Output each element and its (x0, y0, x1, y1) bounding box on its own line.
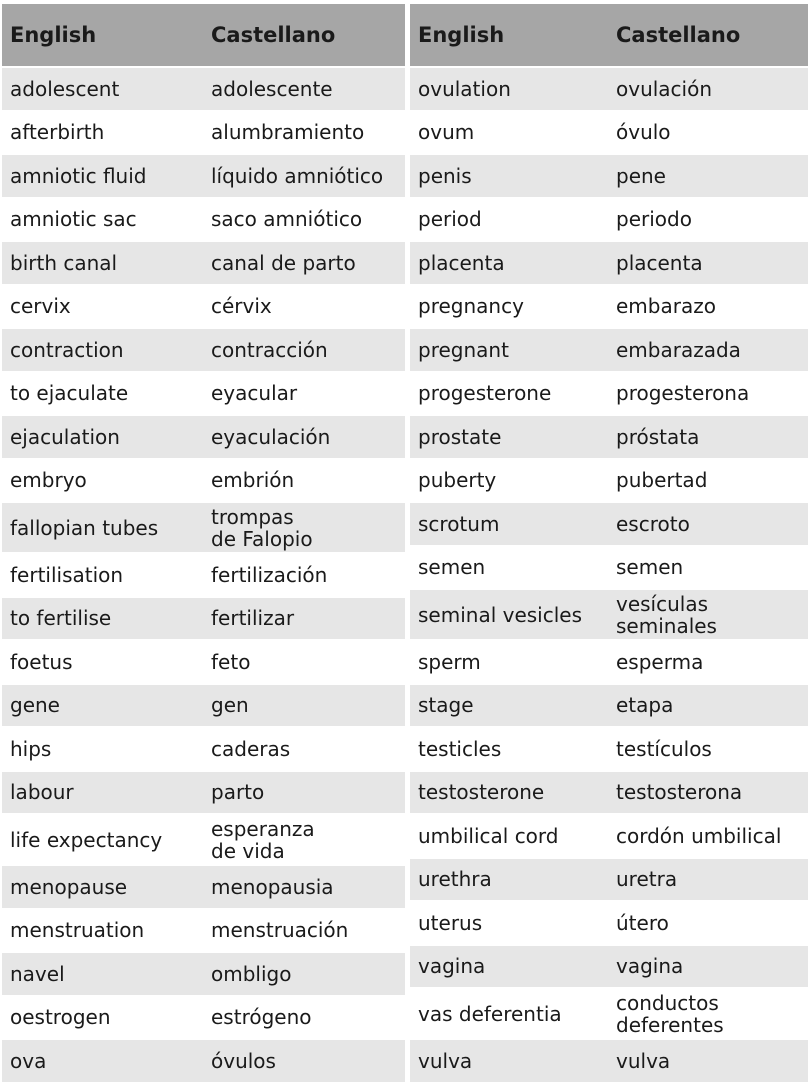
english-term: to fertilise (10, 606, 112, 631)
castellano-term: pene (616, 163, 666, 188)
castellano-term: esperanza de vida (211, 816, 315, 863)
table-row (410, 859, 808, 901)
english-term: uterus (418, 910, 483, 935)
castellano-term: etapa (616, 693, 674, 718)
english-term: ovum (418, 120, 475, 145)
english-term: menstruation (10, 918, 145, 943)
table-body-right (410, 68, 808, 1082)
english-term: pregnancy (418, 294, 524, 319)
castellano-term: uretra (616, 867, 678, 892)
castellano-term: testosterona (616, 780, 743, 805)
table-row (2, 554, 405, 596)
english-term: afterbirth (10, 120, 105, 145)
castellano-term: gen (211, 693, 249, 718)
castellano-term: vesículas seminales (616, 591, 717, 638)
table-row (410, 547, 808, 589)
castellano-term: eyaculación (211, 424, 331, 449)
english-term: ova (10, 1048, 47, 1073)
castellano-term: próstata (616, 424, 700, 449)
table-row (410, 685, 808, 727)
header-english: English (418, 23, 505, 47)
english-term: period (418, 207, 482, 232)
english-term: fallopian tubes (10, 515, 159, 540)
table-row (410, 946, 808, 988)
english-term: penis (418, 163, 472, 188)
table-row (2, 460, 405, 502)
english-term: seminal vesicles (418, 602, 583, 627)
english-term: fertilisation (10, 562, 124, 587)
english-term: menopause (10, 874, 128, 899)
table-row (2, 728, 405, 770)
table-row (2, 1040, 405, 1082)
castellano-term: periodo (616, 207, 692, 232)
castellano-term: parto (211, 780, 265, 805)
castellano-term: óvulo (616, 120, 671, 145)
castellano-term: estrógeno (211, 1005, 312, 1030)
header-castellano: Castellano (616, 23, 741, 47)
english-term: foetus (10, 649, 73, 674)
glossary-table-right (410, 4, 808, 1084)
english-term: ejaculation (10, 424, 120, 449)
castellano-term: semen (616, 555, 684, 580)
castellano-term: testículos (616, 736, 712, 761)
english-term: navel (10, 961, 65, 986)
castellano-term: canal de parto (211, 250, 356, 275)
table-row (410, 503, 808, 545)
english-term: vas deferentia (418, 1001, 562, 1026)
table-row (410, 199, 808, 241)
english-term: testicles (418, 736, 502, 761)
english-term: cervix (10, 294, 71, 319)
castellano-term: caderas (211, 736, 291, 761)
english-term: vulva (418, 1048, 473, 1073)
english-term: scrotum (418, 511, 500, 536)
english-term: to ejaculate (10, 381, 129, 406)
glossary-table-left (2, 4, 405, 1084)
castellano-term: fertilizar (211, 606, 295, 631)
table-row (410, 329, 808, 371)
table-row (410, 460, 808, 502)
table-row (2, 598, 405, 640)
english-term: contraction (10, 337, 124, 362)
castellano-term: óvulos (211, 1048, 276, 1073)
table-row (2, 910, 405, 952)
english-term: gene (10, 693, 60, 718)
table-row (410, 728, 808, 770)
table-row (2, 416, 405, 458)
table-row (2, 503, 405, 552)
table-row (2, 772, 405, 814)
english-term: birth canal (10, 250, 118, 275)
castellano-term: alumbramiento (211, 120, 365, 145)
english-term: amniotic sac (10, 207, 137, 232)
castellano-term: conductos deferentes (616, 990, 724, 1037)
table-header (2, 4, 405, 66)
table-row (2, 329, 405, 371)
castellano-term: saco amniótico (211, 207, 363, 232)
table-row (410, 902, 808, 944)
table-row (410, 641, 808, 683)
castellano-term: pubertad (616, 468, 708, 493)
table-row (410, 416, 808, 458)
header-english: English (10, 23, 97, 47)
table-header (410, 4, 808, 66)
english-term: semen (418, 555, 486, 580)
table-row (2, 373, 405, 415)
table-row (410, 590, 808, 639)
english-term: labour (10, 780, 74, 805)
castellano-term: contracción (211, 337, 328, 362)
english-term: puberty (418, 468, 497, 493)
table-row (2, 242, 405, 284)
table-row (2, 112, 405, 154)
english-term: sperm (418, 649, 481, 674)
table-row (2, 685, 405, 727)
table-row (410, 112, 808, 154)
english-term: amniotic fluid (10, 163, 147, 188)
table-row (2, 199, 405, 241)
castellano-term: fertilización (211, 562, 328, 587)
english-term: oestrogen (10, 1005, 111, 1030)
castellano-term: vulva (616, 1048, 671, 1073)
english-term: progesterone (418, 381, 552, 406)
english-term: vagina (418, 954, 486, 979)
castellano-term: cérvix (211, 294, 272, 319)
castellano-term: feto (211, 649, 251, 674)
english-term: hips (10, 736, 52, 761)
english-term: ovulation (418, 76, 511, 101)
english-term: prostate (418, 424, 502, 449)
table-row (410, 68, 808, 110)
castellano-term: cordón umbilical (616, 823, 782, 848)
castellano-term: vagina (616, 954, 684, 979)
english-term: life expectancy (10, 827, 163, 852)
table-row (2, 997, 405, 1039)
table-row (410, 815, 808, 857)
castellano-term: escroto (616, 511, 690, 536)
table-row (2, 641, 405, 683)
castellano-term: útero (616, 910, 669, 935)
english-term: stage (418, 693, 474, 718)
english-term: urethra (418, 867, 492, 892)
castellano-term: esperma (616, 649, 704, 674)
english-term: pregnant (418, 337, 509, 362)
english-term: placenta (418, 250, 505, 275)
table-row (2, 815, 405, 864)
english-term: testosterone (418, 780, 545, 805)
castellano-term: embrión (211, 468, 295, 493)
table-row (2, 68, 405, 110)
table-row (410, 989, 808, 1038)
english-term: umbilical cord (418, 823, 559, 848)
table-row (410, 242, 808, 284)
table-row (2, 953, 405, 995)
english-term: embryo (10, 468, 87, 493)
castellano-term: eyacular (211, 381, 298, 406)
castellano-term: menstruación (211, 918, 349, 943)
table-row (410, 772, 808, 814)
table-body-left (2, 68, 405, 1082)
castellano-term: embarazada (616, 337, 741, 362)
castellano-term: menopausia (211, 874, 334, 899)
table-row (410, 155, 808, 197)
castellano-term: adolescente (211, 76, 333, 101)
table-row (410, 373, 808, 415)
castellano-term: progesterona (616, 381, 750, 406)
castellano-term: líquido amniótico (211, 163, 384, 188)
table-row (410, 1040, 808, 1082)
english-term: adolescent (10, 76, 120, 101)
table-row (2, 286, 405, 328)
header-castellano: Castellano (211, 23, 336, 47)
castellano-term: placenta (616, 250, 703, 275)
table-row (410, 286, 808, 328)
castellano-term: trompas de Falopio (211, 504, 313, 551)
table-row (2, 155, 405, 197)
castellano-term: ovulación (616, 76, 713, 101)
castellano-term: embarazo (616, 294, 716, 319)
table-row (2, 866, 405, 908)
castellano-term: ombligo (211, 961, 292, 986)
